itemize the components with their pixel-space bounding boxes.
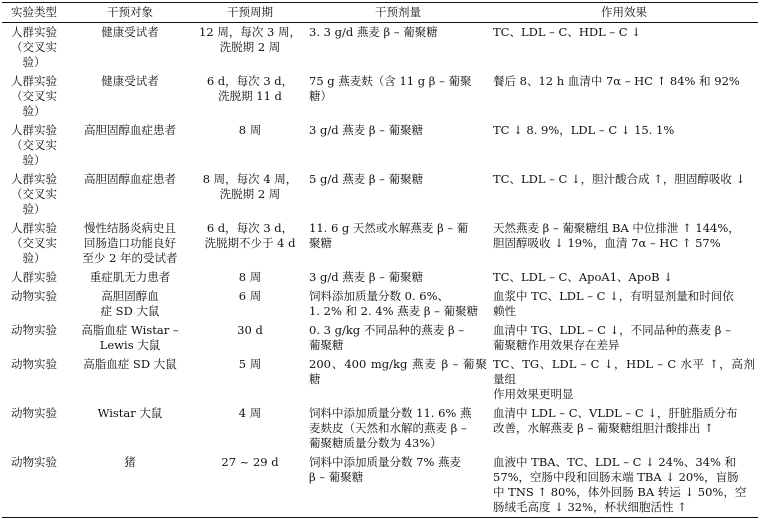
cell-line: 人群实验 — [11, 221, 57, 235]
cell-effect — [490, 23, 758, 73]
cell-line: （交叉实验） — [11, 236, 57, 265]
cell-experiment-type — [2, 268, 66, 287]
cell-line: 重症肌无力患者 — [89, 270, 171, 284]
cell-line: 天然燕麦 β – 葡聚糖组 BA 中位排泄 ↑ 144%， — [493, 221, 740, 235]
cell-line: 作用效果更明显 — [493, 387, 574, 401]
cell-line: 洗脱期 11 d — [218, 89, 282, 103]
cell-line: 至少 2 年的受试者 — [82, 251, 178, 265]
cell-line: 8 周，每次 4 周， — [202, 172, 298, 186]
cell-period — [194, 404, 306, 453]
cell-dose — [306, 404, 490, 453]
cell-subject — [66, 453, 194, 518]
cell-line: 高胆固醇血症患者 — [84, 123, 176, 137]
cell-effect — [490, 219, 758, 268]
table-row — [2, 219, 758, 268]
cell-experiment-type — [2, 453, 66, 518]
cell-line: （交叉实验） — [11, 89, 57, 118]
cell-line: 饲料中添加质量分数 11. 6% 燕 — [309, 406, 472, 420]
cell-line: 3. 3 g/d 燕麦 β – 葡聚糖 — [309, 25, 438, 39]
cell-experiment-type — [2, 404, 66, 453]
cell-line: 4 周 — [238, 406, 262, 420]
cell-line: 6 d，每次 3 d， — [206, 74, 294, 88]
cell-line: 动物实验 — [11, 357, 57, 371]
table-row — [2, 321, 758, 355]
cell-effect — [490, 355, 758, 404]
cell-effect — [490, 321, 758, 355]
cell-dose — [306, 121, 490, 170]
cell-line: 5 g/d 燕麦 β – 葡聚糖 — [309, 172, 424, 186]
cell-effect — [490, 287, 758, 321]
cell-subject — [66, 287, 194, 321]
cell-line: 饲料添加质量分数 0. 6%、 — [309, 289, 450, 303]
header-effect: 作用效果 — [490, 3, 758, 23]
cell-line: 洗脱期不少于 4 d — [204, 236, 296, 250]
cell-line: 人群实验 — [11, 123, 57, 137]
cell-period — [194, 287, 306, 321]
cell-dose — [306, 170, 490, 219]
cell-line: 健康受试者 — [101, 25, 159, 39]
cell-subject — [66, 404, 194, 453]
table-row — [2, 23, 758, 73]
cell-line: 胆固醇吸收 ↓ 19%，血清 7α – HC ↑ 57% — [493, 236, 721, 250]
cell-line: （交叉实验） — [11, 187, 57, 216]
cell-line: 葡聚糖质量分数为 43%） — [309, 436, 442, 450]
cell-period — [194, 355, 306, 404]
header-period: 干预周期 — [194, 3, 306, 23]
cell-line: 高胆固醇血 — [101, 289, 159, 303]
cell-line: 葡聚糖 — [309, 338, 344, 352]
cell-period — [194, 268, 306, 287]
cell-experiment-type — [2, 355, 66, 404]
cell-line: 人群实验 — [11, 172, 57, 186]
cell-line: 人群实验 — [11, 25, 57, 39]
cell-subject — [66, 72, 194, 121]
cell-period — [194, 453, 306, 518]
cell-line: 回肠造口功能良好 — [84, 236, 176, 250]
cell-line: 糖） — [309, 89, 332, 103]
cell-experiment-type — [2, 219, 66, 268]
cell-line: Lewis 大鼠 — [99, 338, 161, 352]
cell-line: TC、LDL – C、ApoA1、ApoB ↓ — [493, 270, 673, 284]
intervention-table — [2, 2, 758, 518]
cell-line: 6 d，每次 3 d， — [206, 221, 294, 235]
cell-line: 中 TNS ↑ 80%，体外回肠 BA 转运 ↓ 50%，空 — [493, 485, 747, 499]
cell-dose — [306, 23, 490, 73]
cell-experiment-type — [2, 170, 66, 219]
cell-line: 27 ~ 29 d — [221, 455, 279, 469]
cell-line: TC、LDL – C、HDL – C ↓ — [493, 25, 641, 39]
cell-dose — [306, 321, 490, 355]
cell-line: 3 g/d 燕麦 β – 葡聚糖 — [309, 270, 424, 284]
cell-line: 洗脱期 2 周 — [219, 40, 281, 54]
table-header-row — [2, 3, 758, 23]
cell-line: 5 周 — [238, 357, 262, 371]
cell-line: 75 g 燕麦麸（含 11 g β – 葡聚 — [309, 74, 472, 88]
cell-line: 人群实验 — [11, 270, 57, 284]
cell-line: Wistar 大鼠 — [97, 406, 163, 420]
cell-period — [194, 321, 306, 355]
cell-line: TC ↓ 8. 9%，LDL – C ↓ 15. 1% — [493, 123, 675, 137]
cell-line: 30 d — [237, 323, 263, 337]
cell-line: （交叉实验） — [11, 40, 57, 69]
table-row — [2, 268, 758, 287]
cell-period — [194, 23, 306, 73]
cell-subject — [66, 321, 194, 355]
cell-subject — [66, 23, 194, 73]
cell-experiment-type — [2, 23, 66, 73]
cell-line: 11. 6 g 天然或水解燕麦 β – 葡 — [309, 221, 469, 235]
table-row — [2, 287, 758, 321]
cell-period — [194, 72, 306, 121]
cell-effect — [490, 121, 758, 170]
cell-line: 麦麸皮（天然和水解的燕麦 β – — [309, 421, 467, 435]
cell-dose — [306, 355, 490, 404]
cell-line: TC、LDL – C ↓，胆汁酸合成 ↑，胆固醇吸收 ↓ — [493, 172, 746, 186]
cell-line: 赖性 — [493, 304, 516, 318]
cell-line: 洗脱期 2 周 — [219, 187, 281, 201]
cell-line: 动物实验 — [11, 406, 57, 420]
table-row — [2, 453, 758, 518]
cell-line: （交叉实验） — [11, 138, 57, 167]
cell-line: 人群实验 — [11, 74, 57, 88]
cell-effect — [490, 404, 758, 453]
cell-dose — [306, 453, 490, 518]
cell-subject — [66, 355, 194, 404]
cell-experiment-type — [2, 287, 66, 321]
cell-dose — [306, 72, 490, 121]
header-dose: 干预剂量 — [306, 3, 490, 23]
cell-line: 猪 — [124, 455, 136, 469]
cell-period — [194, 219, 306, 268]
cell-line: 血液中 TBA、TC、LDL – C ↓ 24%、34% 和 — [493, 455, 737, 469]
cell-line: 症 SD 大鼠 — [100, 304, 160, 318]
cell-line: 动物实验 — [11, 455, 57, 469]
cell-line: 血浆中 TC、LDL – C ↓，有明显剂量和时间依 — [493, 289, 734, 303]
cell-line: 57%，空肠中段和回肠末端 TBA ↓ 20%，盲肠 — [493, 470, 739, 484]
cell-dose — [306, 219, 490, 268]
table-row — [2, 170, 758, 219]
cell-line: 动物实验 — [11, 289, 57, 303]
cell-line: 改善，水解燕麦 β – 葡聚糖组胆汁酸排出 ↑ — [493, 421, 714, 435]
cell-line: 慢性结肠炎病史且 — [84, 221, 176, 235]
header-subject: 干预对象 — [66, 3, 194, 23]
cell-line: 6 周 — [238, 289, 262, 303]
cell-line: 8 周 — [238, 123, 262, 137]
cell-experiment-type — [2, 72, 66, 121]
table-row — [2, 355, 758, 404]
cell-line: 3 g/d 燕麦 β – 葡聚糖 — [309, 123, 424, 137]
cell-line: 血清中 LDL – C、VLDL – C ↓，肝脏脂质分布 — [493, 406, 738, 420]
cell-line: 饲料中添加质量分数 7% 燕麦 — [309, 455, 462, 469]
cell-line: 1. 2% 和 2. 4% 燕麦 β – 葡聚糖 — [309, 304, 479, 318]
cell-effect — [490, 72, 758, 121]
cell-line: 健康受试者 — [101, 74, 159, 88]
cell-line: 高脂血症 Wistar – — [81, 323, 179, 337]
cell-line: 高脂血症 SD 大鼠 — [83, 357, 177, 371]
cell-line: 肠绒毛高度 ↓ 32%，杯状细胞活性 ↑ — [493, 500, 687, 514]
cell-period — [194, 170, 306, 219]
cell-line: 聚糖 — [309, 236, 332, 250]
cell-effect — [490, 453, 758, 518]
cell-dose — [306, 268, 490, 287]
cell-subject — [66, 170, 194, 219]
cell-line: 8 周 — [238, 270, 262, 284]
header-experiment-type: 实验类型 — [2, 3, 66, 23]
cell-line: 0. 3 g/kg 不同品种的燕麦 β – — [309, 323, 465, 337]
cell-line: 餐后 8、12 h 血清中 7α – HC ↑ 84% 和 92% — [493, 74, 740, 88]
cell-line: 高胆固醇血症患者 — [84, 172, 176, 186]
cell-subject — [66, 219, 194, 268]
cell-line: 200、400 mg/kg 燕麦 β – 葡聚糖 — [309, 357, 487, 386]
cell-effect — [490, 170, 758, 219]
cell-line: TC、TG、LDL – C ↓，HDL – C 水平 ↑，高剂量组 — [493, 357, 755, 386]
cell-experiment-type — [2, 321, 66, 355]
table-row — [2, 121, 758, 170]
cell-line: 葡聚糖作用效果存在差异 — [493, 338, 620, 352]
cell-line: 动物实验 — [11, 323, 57, 337]
cell-line: 12 周，每次 3 周， — [199, 25, 301, 39]
cell-experiment-type — [2, 121, 66, 170]
cell-period — [194, 121, 306, 170]
cell-effect — [490, 268, 758, 287]
cell-subject — [66, 121, 194, 170]
table-row — [2, 72, 758, 121]
table-row — [2, 404, 758, 453]
cell-line: β – 葡聚糖 — [309, 470, 364, 484]
cell-dose — [306, 287, 490, 321]
cell-line: 血清中 TG、LDL – C ↓，不同品种的燕麦 β – — [493, 323, 731, 337]
cell-subject — [66, 268, 194, 287]
